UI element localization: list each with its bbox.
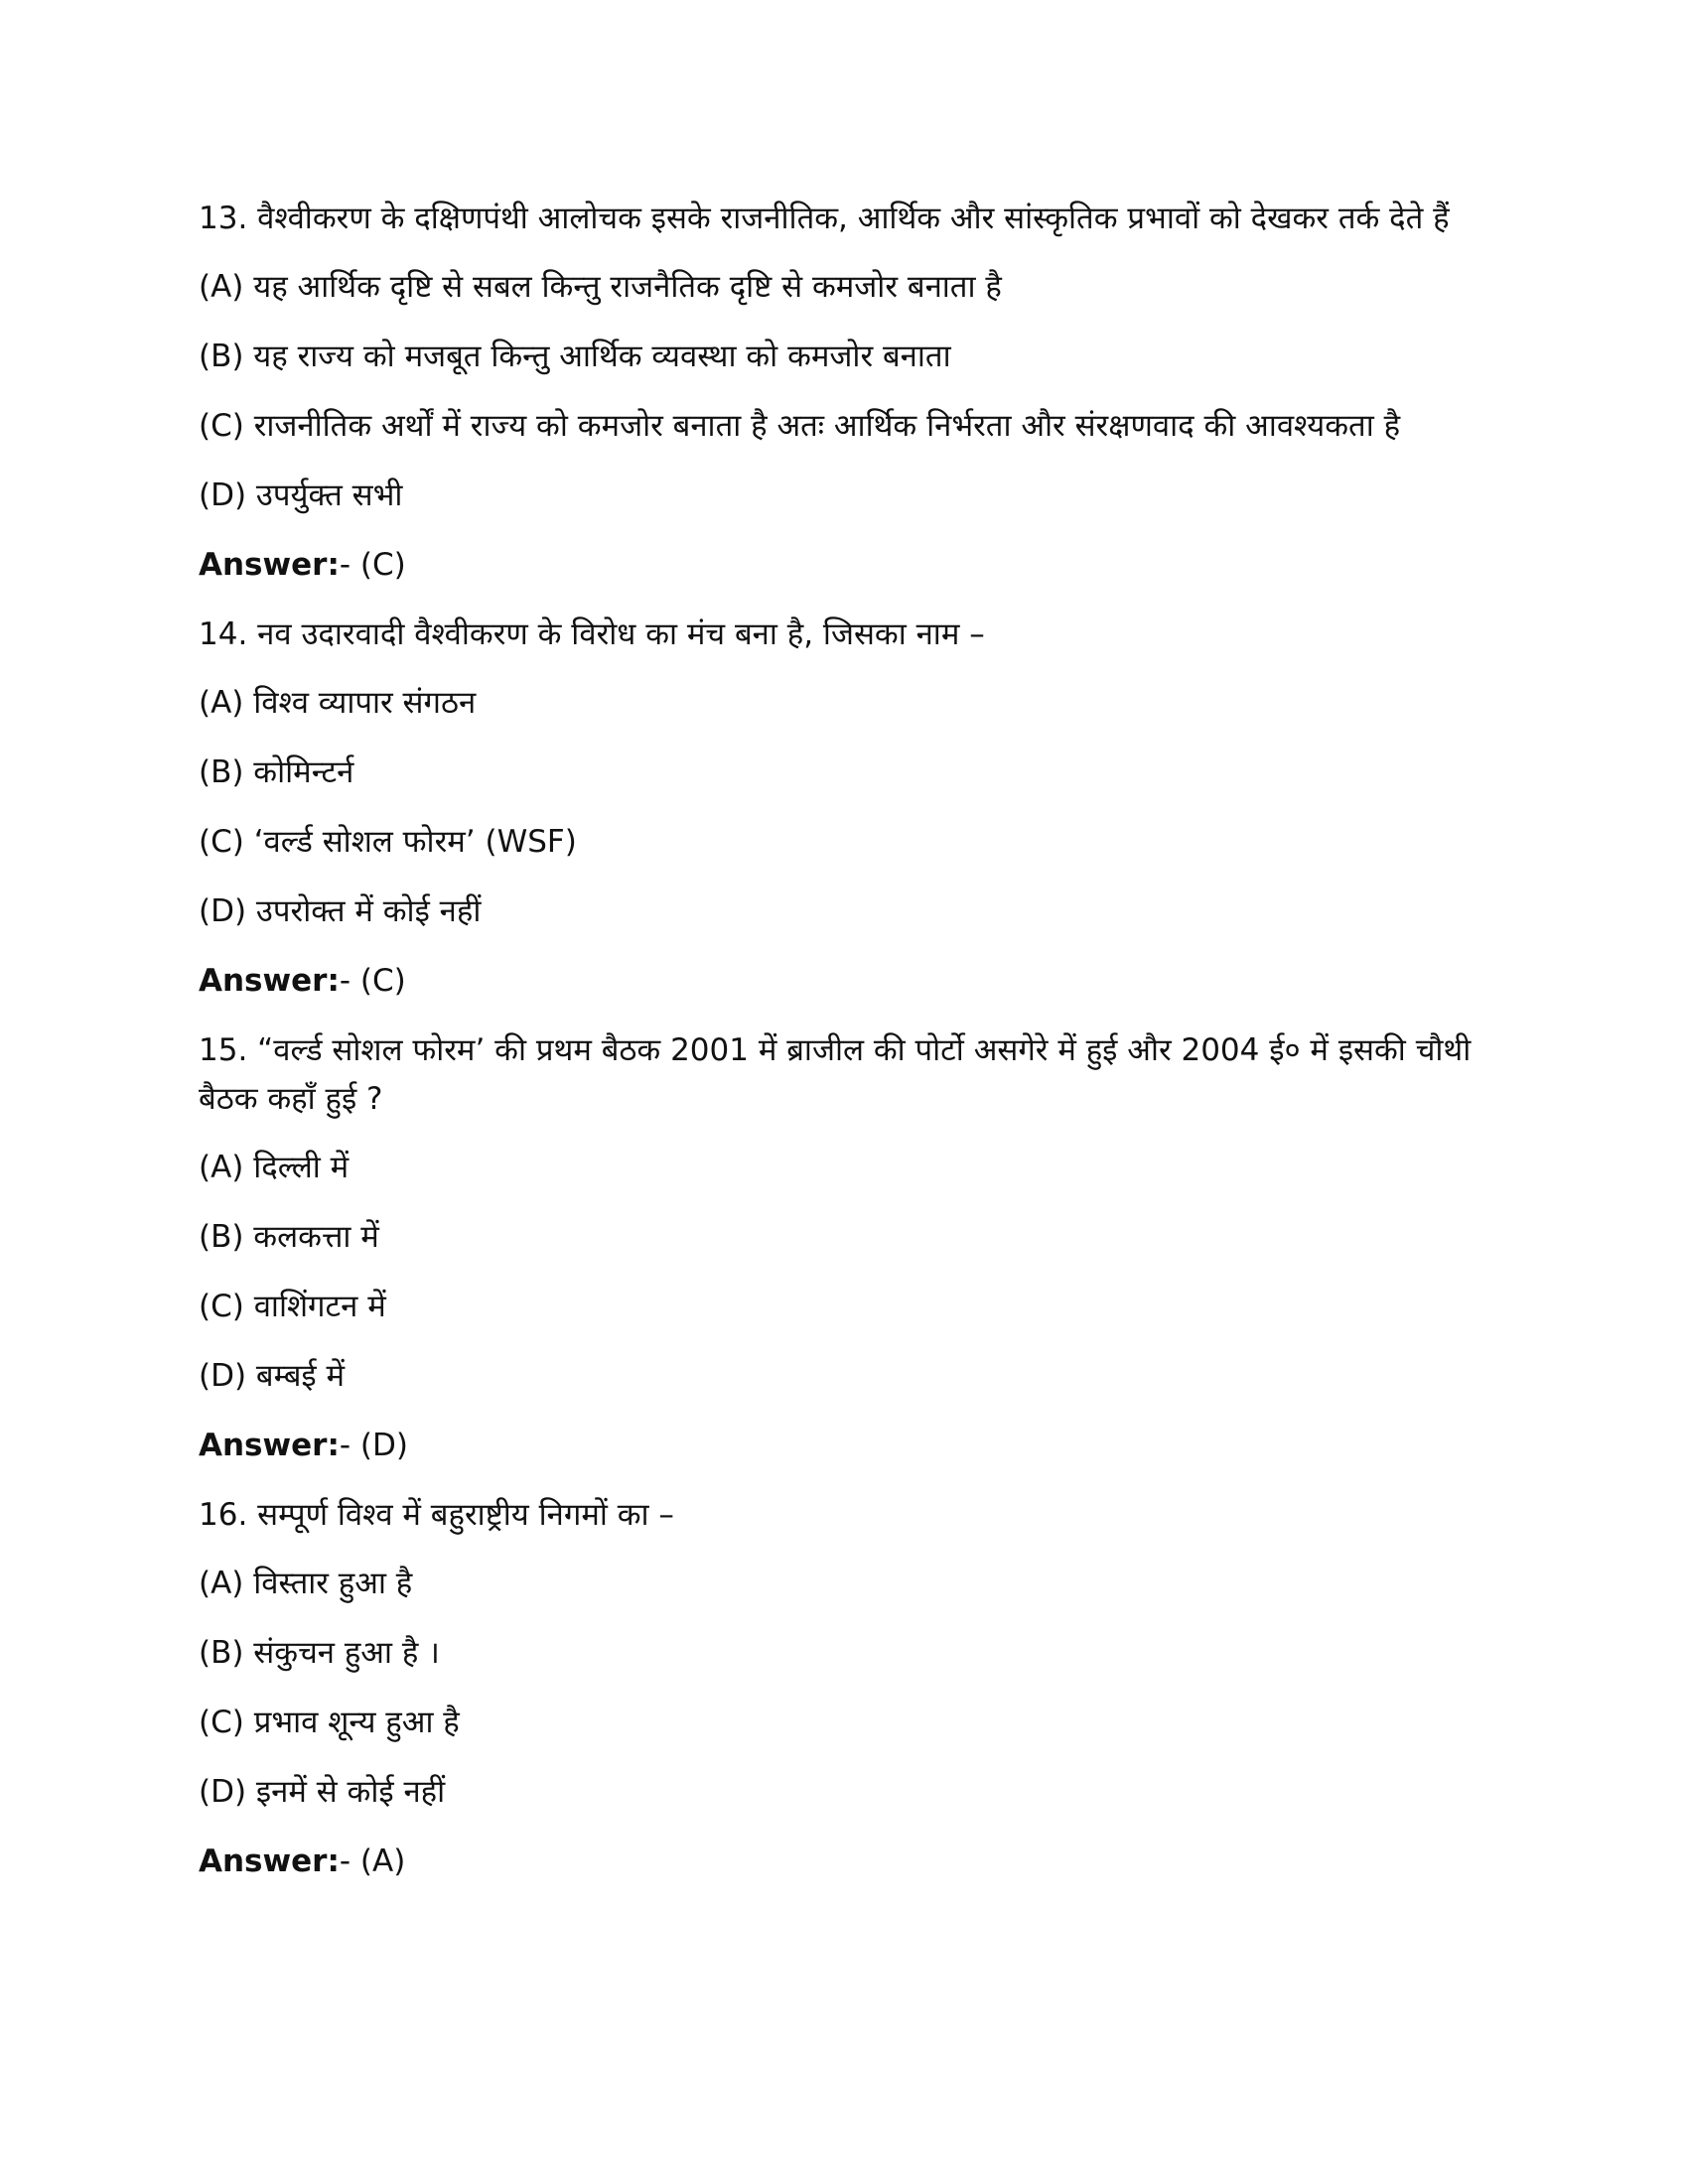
- question-13: [199, 195, 1489, 590]
- option-a: (A) दिल्ली में: [199, 1150, 350, 1185]
- option-c: (C) प्रभाव शून्य हुआ है: [199, 1705, 460, 1740]
- document-page: [199, 195, 1489, 1907]
- question-15: [199, 1026, 1489, 1470]
- question-text: 15. “वर्ल्ड सोशल फोरम’ की प्रथम बैठक 2001 में ब्राजील की पोर्टो असगेरे में हुई और 2004 ई० में इसकी चौथी बैठक कहाँ हुई ?: [199, 1032, 1472, 1117]
- answer-line: [199, 1838, 1489, 1886]
- answer-value: - (D): [339, 1428, 408, 1463]
- option-c: (C) ‘वर्ल्ड सोशल फोरम’ (WSF): [199, 824, 577, 860]
- option-b: (B) कलकत्ता में: [199, 1219, 379, 1255]
- answer-line: [199, 957, 1489, 1006]
- answer-label: Answer:: [199, 547, 340, 583]
- question-text: 13. वैश्वीकरण के दक्षिणपंथी आलोचक इसके राजनीतिक, आर्थिक और सांस्कृतिक प्रभावों को देखकर तर्क देते हैं: [199, 201, 1450, 236]
- answer-label: Answer:: [199, 1428, 340, 1463]
- question-text: 16. सम्पूर्ण विश्व में बहुराष्ट्रीय निगमों का –: [199, 1497, 674, 1533]
- answer-value: - (C): [339, 963, 406, 999]
- option-b: (B) यह राज्य को मजबूत किन्तु आर्थिक व्यवस्था को कमजोर बनाता: [199, 339, 951, 374]
- option-d: (D) उपरोक्त में कोई नहीं: [199, 893, 482, 929]
- option-d: (D) उपर्युक्त सभी: [199, 478, 403, 513]
- option-a: (A) विस्तार हुआ है: [199, 1566, 413, 1601]
- option-d: (D) इनमें से कोई नहीं: [199, 1774, 446, 1810]
- question-16: [199, 1491, 1489, 1886]
- option-a: (A) यह आर्थिक दृष्टि से सबल किन्तु राजनैतिक दृष्टि से कमजोर बनाता है: [199, 269, 1002, 305]
- option-b: (B) कोमिन्टर्न: [199, 754, 354, 790]
- answer-value: - (A): [339, 1843, 406, 1879]
- option-c: (C) राजनीतिक अर्थों में राज्य को कमजोर बनाता है अतः आर्थिक निर्भरता और संरक्षणवाद की आवश्यकता है: [199, 408, 1401, 444]
- option-c: (C) वाशिंगटन में: [199, 1289, 386, 1324]
- option-a: (A) विश्व व्यापार संगठन: [199, 685, 477, 721]
- answer-label: Answer:: [199, 1843, 340, 1879]
- question-14: [199, 611, 1489, 1006]
- answer-label: Answer:: [199, 963, 340, 999]
- question-text: 14. नव उदारवादी वैश्वीकरण के विरोध का मंच बना है, जिसका नाम –: [199, 616, 985, 652]
- answer-value: - (C): [339, 547, 406, 583]
- answer-line: [199, 1422, 1489, 1470]
- answer-line: [199, 541, 1489, 590]
- option-b: (B) संकुचन हुआ है ।: [199, 1635, 440, 1671]
- option-d: (D) बम्बई में: [199, 1358, 346, 1394]
